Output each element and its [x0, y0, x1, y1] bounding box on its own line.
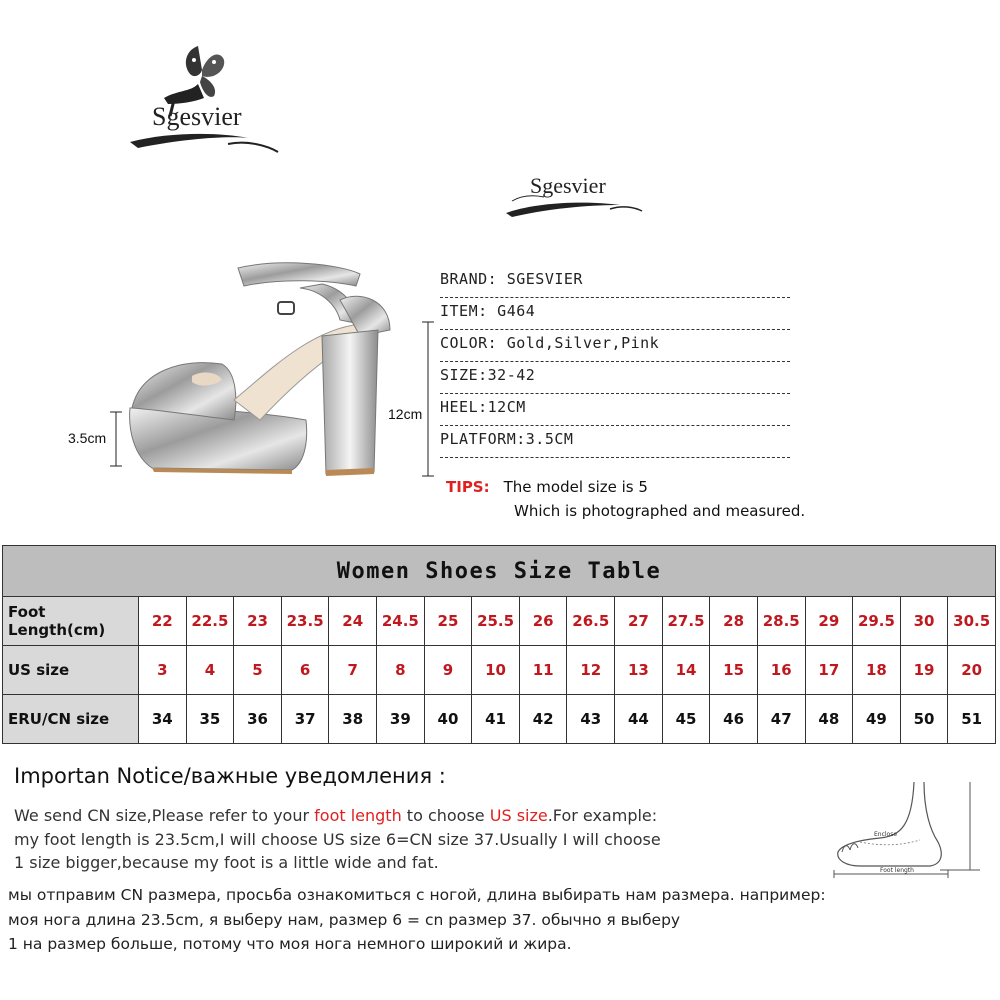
- table-cell: 28.5: [757, 597, 805, 646]
- table-cell: 28: [710, 597, 758, 646]
- spec-label: BRAND:: [440, 270, 498, 288]
- table-cell: 43: [567, 695, 615, 744]
- spec-value: 12CM: [487, 398, 526, 416]
- spec-value: SGESVIER: [497, 270, 583, 288]
- table-cell: 38: [329, 695, 377, 744]
- row-header: ERU/CN size: [3, 695, 139, 744]
- table-cell: 37: [281, 695, 329, 744]
- table-cell: 47: [757, 695, 805, 744]
- table-cell: 27.5: [662, 597, 710, 646]
- shoe-illustration: [60, 260, 440, 490]
- table-cell: 41: [472, 695, 520, 744]
- table-cell: 35: [186, 695, 234, 744]
- table-cell: 44: [615, 695, 663, 744]
- platform-height-label: 3.5cm: [68, 430, 107, 446]
- spec-brand: [440, 266, 790, 298]
- table-cell: 51: [948, 695, 996, 744]
- spec-platform: [440, 426, 790, 458]
- table-row-us-size: [3, 646, 996, 695]
- notice-en-line3: 1 size bigger,because my foot is a little wide and fat.: [14, 853, 439, 872]
- table-row-eu-cn-size: [3, 695, 996, 744]
- table-cell: 26.5: [567, 597, 615, 646]
- brand-logo-top: [128, 40, 288, 160]
- table-cell: 15: [710, 646, 758, 695]
- spec-label: SIZE:: [440, 366, 488, 384]
- table-cell: 12: [567, 646, 615, 695]
- table-cell: 6: [281, 646, 329, 695]
- table-cell: 42: [519, 695, 567, 744]
- spec-heel: [440, 394, 790, 426]
- tips-note: [446, 478, 805, 520]
- spec-list: [440, 266, 800, 458]
- table-cell: 24.5: [377, 597, 425, 646]
- table-cell: 49: [853, 695, 901, 744]
- tips-line2: Which is photographed and measured.: [514, 502, 806, 520]
- table-cell: 14: [662, 646, 710, 695]
- notice-russian: [8, 883, 968, 957]
- foot-measure-diagram: [820, 780, 990, 880]
- table-cell: 29.5: [853, 597, 901, 646]
- size-table: [2, 545, 996, 744]
- platform-sandal-image: [60, 260, 440, 490]
- table-cell: 19: [900, 646, 948, 695]
- enclose-label: Enclose: [874, 831, 898, 838]
- spec-item: [440, 298, 790, 330]
- table-cell: 25: [424, 597, 472, 646]
- spec-value: Gold,Silver,Pink: [497, 334, 660, 352]
- row-header: US size: [3, 646, 139, 695]
- table-cell: 40: [424, 695, 472, 744]
- notice-ru-line2: моя нога длина 23.5cm, я выберу нам, размер 6 = cn размер 37. обычно я выберу: [8, 910, 681, 929]
- brand-logo-text: Sgesvier: [530, 173, 606, 198]
- table-cell: 26: [519, 597, 567, 646]
- table-cell: 27: [615, 597, 663, 646]
- table-cell: 23.5: [281, 597, 329, 646]
- foot-length-label: Foot length: [880, 867, 914, 874]
- spec-label: COLOR:: [440, 334, 498, 352]
- table-cell: 17: [805, 646, 853, 695]
- table-cell: 30: [900, 597, 948, 646]
- table-cell: 8: [377, 646, 425, 695]
- brand-logo-text: Sgesvier: [152, 102, 242, 131]
- spec-value: 3.5CM: [525, 430, 574, 448]
- table-cell: 34: [139, 695, 187, 744]
- table-cell: 5: [234, 646, 282, 695]
- table-cell: 46: [710, 695, 758, 744]
- table-cell: 9: [424, 646, 472, 695]
- tips-label: TIPS:: [446, 478, 490, 496]
- table-cell: 10: [472, 646, 520, 695]
- notice-english: [14, 804, 814, 875]
- notice-en-line2: my foot length is 23.5cm,I will choose US size 6=CN size 37.Usually I will choose: [14, 829, 661, 849]
- table-cell: 30.5: [948, 597, 996, 646]
- notice-ru-line3: 1 на размер больше, потому что моя нога немного широкий и жира.: [8, 935, 572, 953]
- table-cell: 24: [329, 597, 377, 646]
- table-row-foot-length: [3, 597, 996, 646]
- table-cell: 20: [948, 646, 996, 695]
- spec-value: 32-42: [487, 366, 536, 384]
- butterfly-heel-icon: [128, 40, 288, 160]
- table-cell: 7: [329, 646, 377, 695]
- table-cell: 3: [139, 646, 187, 695]
- table-cell: 13: [615, 646, 663, 695]
- notice-title: Importan Notice/важные уведомления :: [14, 764, 446, 788]
- notice-en-line1: [14, 804, 814, 828]
- table-cell: 18: [853, 646, 901, 695]
- table-cell: 48: [805, 695, 853, 744]
- table-cell: 22.5: [186, 597, 234, 646]
- brand-logo-center: [500, 165, 650, 225]
- heel-height-label: 12cm: [388, 406, 423, 422]
- foot-icon: [820, 780, 990, 880]
- spec-label: HEEL:: [440, 398, 488, 416]
- notice-ru-line1: мы отправим CN размера, просьба ознакомиться с ногой, длина выбирать нам размера. например:: [8, 886, 826, 904]
- table-cell: 22: [139, 597, 187, 646]
- table-cell: 45: [662, 695, 710, 744]
- row-header: Foot Length(cm): [3, 597, 139, 646]
- table-cell: 11: [519, 646, 567, 695]
- text: to choose: [401, 806, 490, 825]
- text: .For example:: [547, 806, 658, 825]
- spec-value: G464: [487, 302, 536, 320]
- text: We send CN size,Please refer to your: [14, 806, 315, 825]
- table-cell: 50: [900, 695, 948, 744]
- spec-color: [440, 330, 790, 362]
- table-cell: 29: [805, 597, 853, 646]
- table-cell: 16: [757, 646, 805, 695]
- spec-label: PLATFORM:: [440, 430, 526, 448]
- highlight-us-size: US size: [489, 806, 548, 825]
- table-cell: 36: [234, 695, 282, 744]
- table-cell: 39: [377, 695, 425, 744]
- spec-size: [440, 362, 790, 394]
- spec-label: ITEM:: [440, 302, 488, 320]
- table-cell: 23: [234, 597, 282, 646]
- table-cell: 25.5: [472, 597, 520, 646]
- tips-line1: The model size is 5: [503, 478, 648, 496]
- highlight-foot-length: foot length: [314, 806, 402, 825]
- size-table-title: Women Shoes Size Table: [3, 546, 996, 597]
- table-cell: 4: [186, 646, 234, 695]
